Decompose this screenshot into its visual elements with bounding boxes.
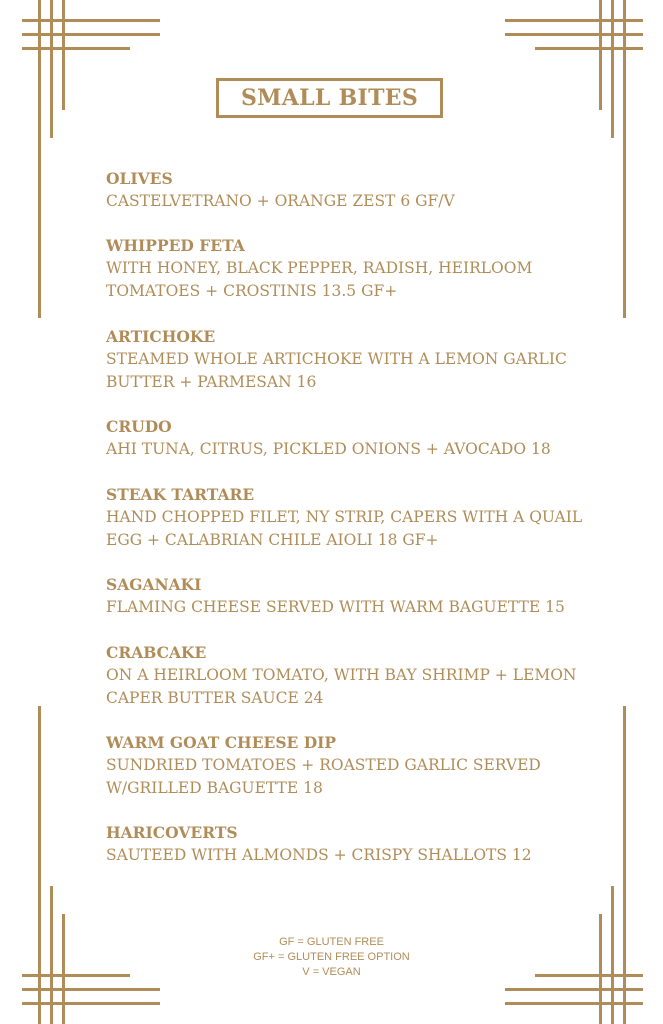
item-name: HARICOVERTS xyxy=(106,823,238,842)
item-description: HAND CHOPPED FILET, NY STRIP, CAPERS WITH A QUAIL EGG + CALABRIAN CHILE AIOLI 18 GF+ xyxy=(106,508,583,549)
item-name: OLIVES xyxy=(106,169,173,188)
dietary-legend xyxy=(0,935,663,980)
frame-line xyxy=(22,1002,160,1005)
item-name: STEAK TARTARE xyxy=(106,485,255,504)
menu-item xyxy=(106,326,606,394)
item-description: STEAMED WHOLE ARTICHOKE WITH A LEMON GARLIC BUTTER + PARMESAN 16 xyxy=(106,350,567,391)
menu-item xyxy=(106,732,606,800)
item-name: WARM GOAT CHEESE DIP xyxy=(106,733,337,752)
item-name: CRABCAKE xyxy=(106,643,207,662)
item-name: ARTICHOKE xyxy=(106,327,216,346)
page-title: SMALL BITES xyxy=(240,85,419,111)
item-description: AHI TUNA, CITRUS, PICKLED ONIONS + AVOCADO 18 xyxy=(106,440,551,458)
frame-line xyxy=(22,33,160,36)
menu-item xyxy=(106,642,606,710)
legend-vegan: V = VEGAN xyxy=(302,966,361,978)
title-box xyxy=(216,78,443,118)
frame-line xyxy=(505,988,643,991)
item-name: CRUDO xyxy=(106,417,172,436)
menu-item xyxy=(106,484,606,552)
frame-line xyxy=(505,1002,643,1005)
frame-line xyxy=(505,19,643,22)
menu-item xyxy=(106,168,606,213)
frame-line xyxy=(599,0,602,110)
item-description: CASTELVETRANO + ORANGE ZEST 6 GF/V xyxy=(106,192,455,210)
menu-item xyxy=(106,235,606,303)
frame-line xyxy=(505,33,643,36)
frame-line xyxy=(62,0,65,110)
menu-item xyxy=(106,822,606,867)
item-description: FLAMING CHEESE SERVED WITH WARM BAGUETTE 15 xyxy=(106,598,565,616)
legend-gf-plus: GF+ = GLUTEN FREE OPTION xyxy=(253,951,410,963)
frame-line xyxy=(22,47,130,50)
item-description: WITH HONEY, BLACK PEPPER, RADISH, HEIRLOOM TOMATOES + CROSTINIS 13.5 GF+ xyxy=(106,259,533,300)
item-name: WHIPPED FETA xyxy=(106,236,245,255)
item-name: SAGANAKI xyxy=(106,575,202,594)
legend-gf: GF = GLUTEN FREE xyxy=(279,936,384,948)
frame-line xyxy=(22,988,160,991)
item-description: ON A HEIRLOOM TOMATO, WITH BAY SHRIMP + LEMON CAPER BUTTER SAUCE 24 xyxy=(106,666,577,707)
frame-line xyxy=(22,19,160,22)
menu-item xyxy=(106,574,606,619)
item-description: SUNDRIED TOMATOES + ROASTED GARLIC SERVED W/GRILLED BAGUETTE 18 xyxy=(106,756,541,797)
frame-line xyxy=(535,47,643,50)
item-description: SAUTEED WITH ALMONDS + CRISPY SHALLOTS 12 xyxy=(106,846,532,864)
menu-item xyxy=(106,416,606,461)
